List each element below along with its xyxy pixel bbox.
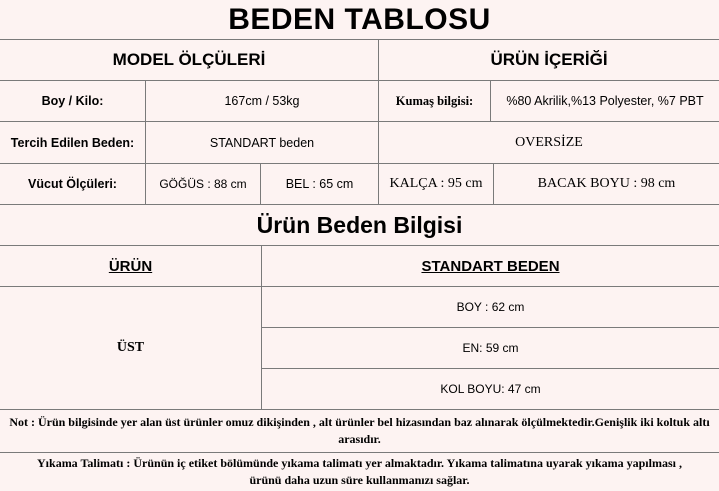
- kalca-value: KALÇA : 95 cm: [389, 176, 483, 191]
- product-section-heading: ÜRÜN İÇERİĞİ: [490, 50, 608, 69]
- vucut-label: Vücut Ölçüleri:: [28, 177, 117, 191]
- bacak-boyu-value: BACAK BOYU : 98 cm: [537, 176, 676, 191]
- tercih-label: Tercih Edilen Beden:: [10, 135, 135, 150]
- en-measurement: EN: 59 cm: [462, 341, 519, 355]
- washing-instruction: Yıkama Talimatı : Ürünün iç etiket bölümünde yıkama talimatı yer almaktadır. Yıkama talimatına uyarak yıkama yapılması , ürünü daha uzun süre kullanmanızı sağlar.: [37, 456, 682, 487]
- kol-boyu-measurement: KOL BOYU: 47 cm: [440, 382, 541, 396]
- kumas-label: Kumaş bilgisi:: [395, 93, 474, 108]
- col-standart-header: STANDART BEDEN: [421, 257, 560, 275]
- fit-value: OVERSİZE: [515, 134, 583, 150]
- boy-kilo-label: Boy / Kilo:: [41, 94, 104, 108]
- note-text: Not : Ürün bilgisinde yer alan üst ürünler omuz dikişinden , alt ürünler bel hizasından baz alınarak ölçülmektedir.Genişlik iki koltuk altı arasıdır.: [9, 415, 710, 446]
- bel-value: BEL : 65 cm: [285, 177, 354, 191]
- tercih-value: STANDART beden: [209, 135, 315, 150]
- boy-measurement: BOY : 62 cm: [456, 300, 525, 314]
- row-ust-label: ÜST: [116, 340, 145, 355]
- kumas-value: %80 Akrilik,%13 Polyester, %7 PBT: [506, 94, 704, 108]
- size-info-title: Ürün Beden Bilgisi: [256, 211, 463, 238]
- model-section-heading: MODEL ÖLÇÜLERİ: [112, 50, 266, 69]
- gogus-value: GÖĞÜS : 88 cm: [159, 177, 247, 191]
- boy-kilo-value: 167cm / 53kg: [224, 94, 300, 108]
- page-title: BEDEN TABLOSU: [228, 2, 491, 36]
- col-urun-header: ÜRÜN: [108, 257, 153, 275]
